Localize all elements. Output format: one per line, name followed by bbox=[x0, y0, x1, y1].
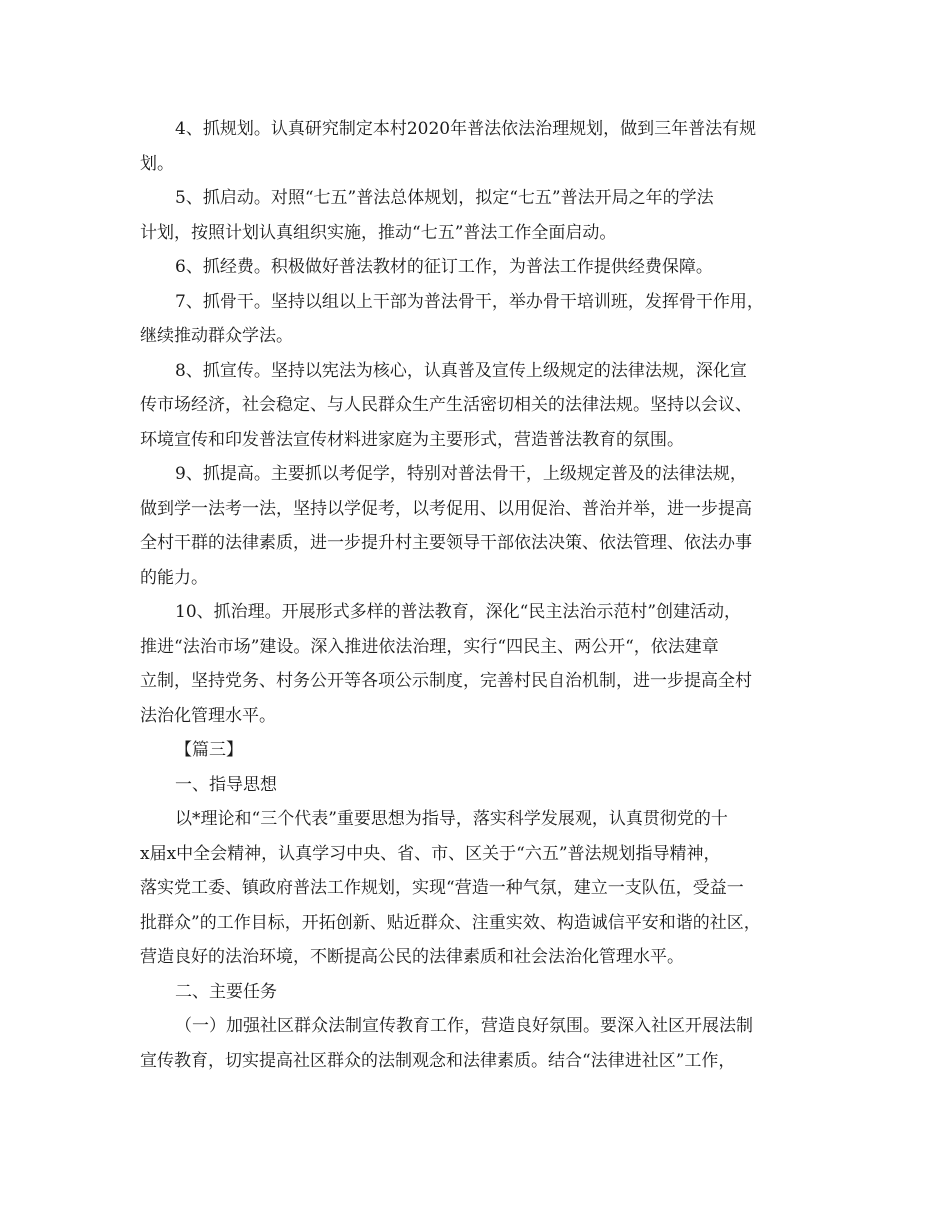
text-line: 环境宣传和印发普法宣传材料进家庭为主要形式，营造普法教育的氛围。 bbox=[140, 429, 684, 450]
text-line: 落实党工委、镇政府普法工作规划，实现“营造一种气氛，建立一支队伍，受益一 bbox=[140, 878, 744, 898]
text-line: 的能力。 bbox=[140, 567, 208, 588]
text-line: 划。 bbox=[140, 153, 174, 174]
text-line: 【篇三】 bbox=[175, 740, 243, 760]
text-line: 传市场经济，社会稳定、与人民群众生产生活密切相关的法律法规。坚持以会议、 bbox=[140, 395, 752, 415]
text-line: 以*理论和“三个代表”重要思想为指导，落实科学发展观，认真贯彻党的十 bbox=[175, 809, 728, 829]
text-line: 法治化管理水平。 bbox=[140, 705, 276, 726]
text-line: 立制，坚持党务、村务公开等各项公示制度，完善村民自治机制，进一步提高全村 bbox=[140, 671, 752, 691]
text-line: 批群众”的工作目标，开拓创新、贴近群众、注重实效、构造诚信平安和谐的社区， bbox=[140, 912, 761, 933]
text-line: 宣传教育，切实提高社区群众的法制观念和法律素质。结合“法律进社区”工作， bbox=[140, 1050, 736, 1071]
text-line: x届x中全会精神，认真学习中央、省、市、区关于“六五”普法规划指导精神， bbox=[140, 843, 721, 864]
text-line: 8、抓宣传。坚持以宪法为核心，认真普及宣传上级规定的法律法规，深化宣 bbox=[175, 360, 747, 381]
text-line: 7、抓骨干。坚持以组以上干部为普法骨干，举办骨干培训班，发挥骨干作用， bbox=[175, 291, 764, 312]
text-line: 4、抓规划。认真研究制定本村2020年普法依法治理规划，做到三年普法有规 bbox=[175, 119, 757, 139]
text-line: 全村干群的法律素质，进一步提升村主要领导干部依法决策、依法管理、依法办事 bbox=[140, 533, 752, 553]
text-line: 10、抓治理。开展形式多样的普法教育，深化“民主法治示范村”创建活动， bbox=[175, 602, 742, 622]
text-line: 9、抓提高。主要抓以考促学，特别对普法骨干，上级规定普及的法律法规， bbox=[175, 464, 747, 484]
text-line: 推进“法治市场”建设。深入推进依法治理，实行“四民主、两公开“，依法建章 bbox=[140, 636, 719, 657]
text-line: 计划，按照计划认真组织实施，推动“七五”普法工作全面启动。 bbox=[140, 222, 617, 243]
document-body bbox=[140, 112, 820, 1078]
text-line: 做到学一法考一法，坚持以学促考，以考促用、以用促治、普治并举，进一步提高 bbox=[140, 498, 752, 519]
text-line: 5、抓启动。对照“七五”普法总体规划，拟定“七五”普法开局之年的学法 bbox=[175, 188, 714, 208]
text-line: 6、抓经费。积极做好普法教材的征订工作，为普法工作提供经费保障。 bbox=[175, 257, 713, 277]
text-line: 二、主要任务 bbox=[175, 981, 277, 1002]
text-line: 营造良好的法治环境，不断提高公民的法律素质和社会法治化管理水平。 bbox=[140, 947, 684, 967]
text-line: （一）加强社区群众法制宣传教育工作，营造良好氛围。要深入社区开展法制 bbox=[175, 1016, 753, 1036]
text-line: 继续推动群众学法。 bbox=[140, 326, 293, 346]
text-line: 一、指导思想 bbox=[175, 774, 277, 795]
